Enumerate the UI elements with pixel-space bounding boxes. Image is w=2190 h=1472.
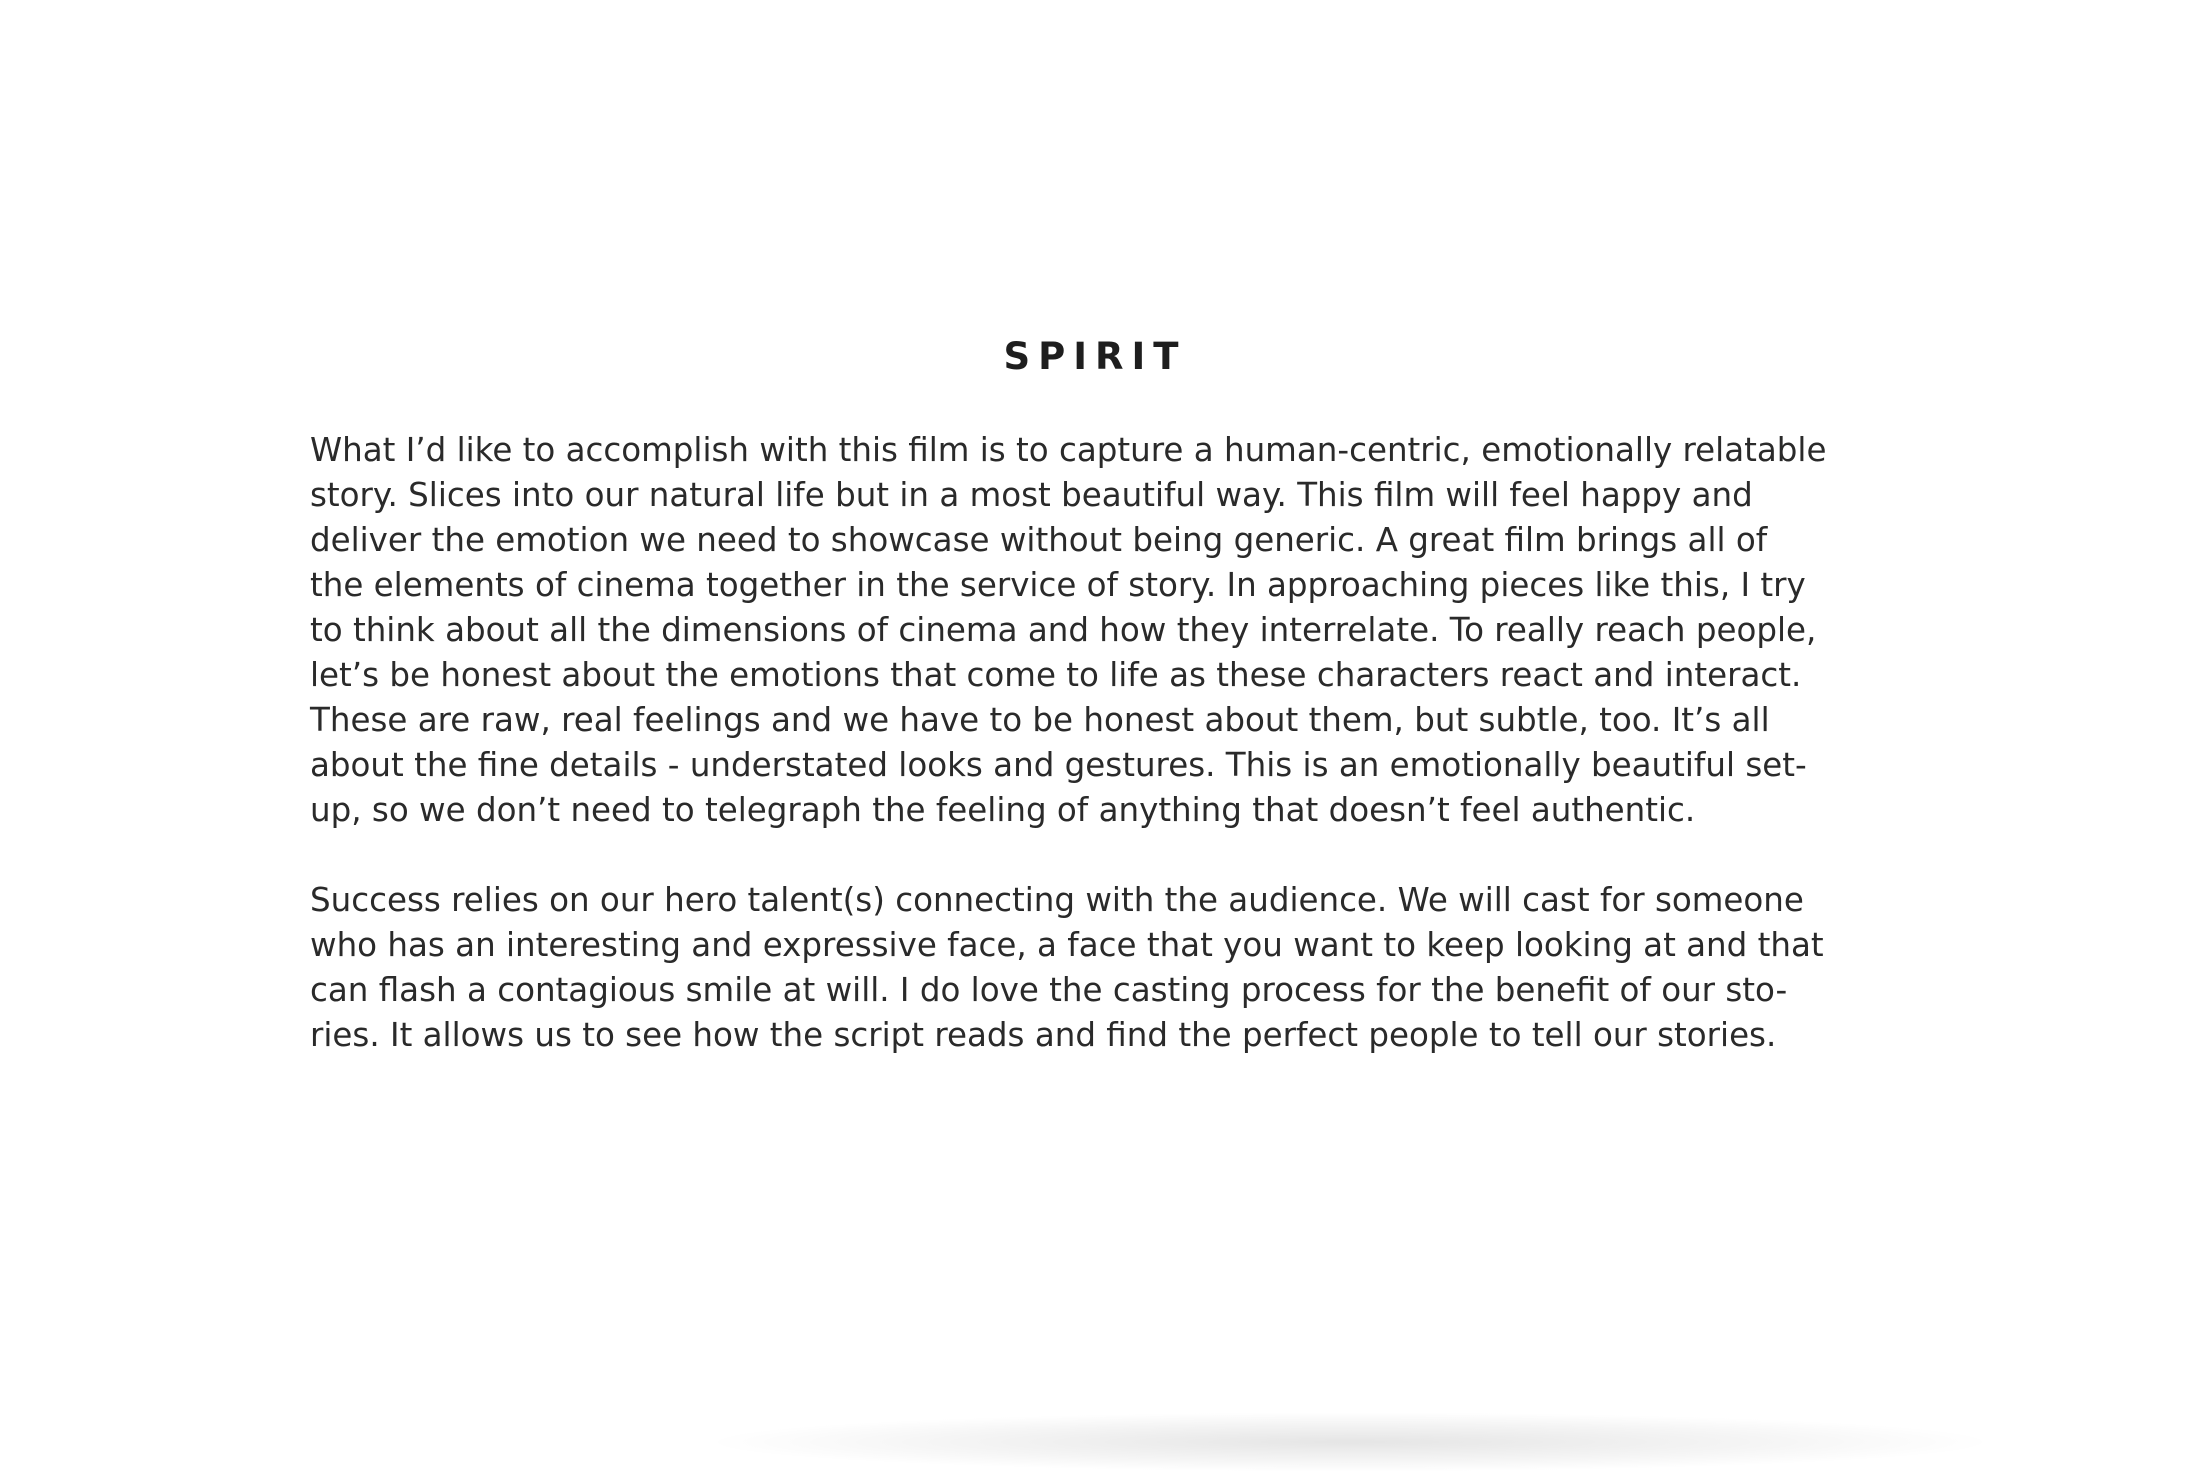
page-bottom-shadow bbox=[700, 1412, 2000, 1472]
paragraph-casting: Success relies on our hero talent(s) connecting with the audience. We will cast for someone who has an interesting and expressive face, a face that you want to keep looking at and that can flash a contagious smile at will. I do love the casting process for the benefit of our sto- ries. It allows us to see how the script reads and find the perfect people to tell our stories. bbox=[310, 881, 1824, 1054]
body-text bbox=[310, 428, 1885, 1058]
page-title: SPIRIT bbox=[1003, 335, 1187, 378]
paragraph-intent: What I’d like to accomplish with this film is to capture a human-centric, emotionally relatable story. Slices into our natural life but in a most beautiful way. This film will feel happy and deliver the emotion we need to showcase without being generic. A great film brings all of the elements of cinema together in the service of story. In approaching pieces like this, I try to think about all the dimensions of cinema and how they interrelate. To really reach people, let’s be honest about the emotions that come to life as these characters react and interact. These are raw, real feelings and we have to be honest about them, but subtle, too. It’s all about the fine details - understated looks and gestures. This is an emotionally beautiful set- up, so we don’t need to telegraph the feeling of anything that doesn’t feel authentic. bbox=[310, 431, 1827, 829]
